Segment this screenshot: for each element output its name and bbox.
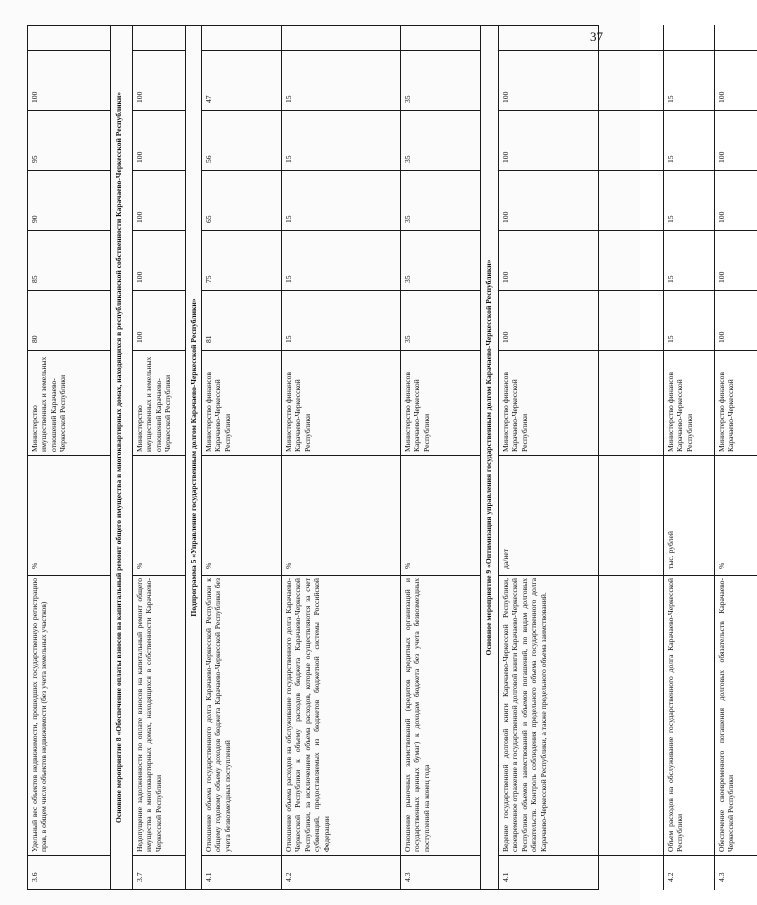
value-year-1: 15 xyxy=(284,335,293,343)
value-year-3: 100 xyxy=(717,211,726,223)
value-year-2: 35 xyxy=(403,275,412,283)
indicator-name: Ведение государственной долговой книги Карачаево-Черкесской Республики, своевременное отражение в государственной долговой книги Карачаево-Черкесской Республики объемов заимствований и объемов погашений, по видам долговых обязательств. Контроль соблюдения предельного объема государственного долга Карачаево-Черкесской Республики, а также предельного объема заимствований. xyxy=(501,578,548,852)
value-year-4: 15 xyxy=(284,155,293,163)
unit-of-measure: % xyxy=(403,562,412,569)
value-year-3: 35 xyxy=(403,215,412,223)
indicator-name: Отношение объема расходов на обслуживание государственного долга Карачаево-Черкесской Республики к объему расходов бюджета Карачаево-Черкесской Республики, за исключением объема расходов, которые осуществляются за счет субвенций, предоставляемых из бюджетов бюджетной системы Российской Федерации xyxy=(284,578,331,852)
value-year-5: 15 xyxy=(284,95,293,103)
value-year-3: 100 xyxy=(135,211,144,223)
responsible-executor: Министерство финансов Карачаево-Черкесской Республики xyxy=(284,372,312,452)
indicator-name: Недопущение задолженности по оплате взносов на капитальный ремонт общего имущества в многоквартирных домах, находящихся в собственности Карачаево-Черкесской Республики xyxy=(135,578,163,852)
unit-of-measure: % xyxy=(135,562,144,569)
row-number: 3.7 xyxy=(135,872,144,882)
value-year-4: 100 xyxy=(135,151,144,163)
table-cells xyxy=(27,25,736,890)
section-heading: Подпрограмма 5 «Управление государственным долгом Карачаево-Черкесской Республики» xyxy=(189,298,198,617)
responsible-executor: Министерство имущественных и земельных отношений Карачаево-Черкесской Республики xyxy=(135,356,173,452)
section-heading: Основное мероприятие 8 «Обеспечение оплаты взносов на капитальный ремонт общего имущества в многоквартирных домах, находящихся в республиканской собственности Карачаево-Черкесской Республики» xyxy=(114,91,123,824)
unit-of-measure: % xyxy=(284,562,293,569)
unit-of-measure: да/нет xyxy=(501,548,510,569)
row-number: 4.2 xyxy=(666,872,675,882)
value-year-1: 100 xyxy=(501,331,510,343)
value-year-3: 65 xyxy=(204,215,213,223)
value-year-5: 35 xyxy=(403,95,412,103)
responsible-executor: Министерство финансов Карачаево-Черкесской Республики xyxy=(501,372,529,452)
row-number: 3.6 xyxy=(30,872,39,882)
responsible-executor: Министерство финансов Карачаево-Черкесской Республики xyxy=(666,372,694,452)
value-year-5: 100 xyxy=(501,91,510,103)
indicator-name: Отношение объема государственного долга Карачаево-Черкесской Республики к общему годовому объему доходов бюджета Карачаево-Черкесской Республики без учета безвозмездных поступлений xyxy=(204,578,232,852)
value-year-4: 15 xyxy=(666,155,675,163)
value-year-3: 90 xyxy=(30,215,39,223)
page-number: 37 xyxy=(590,29,603,44)
unit-of-measure: % xyxy=(717,562,726,569)
value-year-2: 100 xyxy=(135,271,144,283)
value-year-5: 100 xyxy=(135,91,144,103)
rotated-indicators-table xyxy=(27,25,736,890)
indicator-name: Обеспечение своевременного погашения долговых обязательств Карачаево-Черкесской Республики xyxy=(717,578,736,852)
value-year-3: 100 xyxy=(501,211,510,223)
value-year-3: 15 xyxy=(284,215,293,223)
row-number: 4.3 xyxy=(403,872,412,882)
responsible-executor: Министерство имущественных и земельных отношений Карачаево-Черкесской Республики xyxy=(30,356,68,452)
value-year-2: 75 xyxy=(204,275,213,283)
value-year-2: 100 xyxy=(501,271,510,283)
value-year-4: 100 xyxy=(717,151,726,163)
section-heading: Основное мероприятие 9 «Оптимизация управления государственным долгом Карачаево-Черкесской Республики» xyxy=(484,259,493,656)
value-year-4: 100 xyxy=(501,151,510,163)
row-number: 4.1 xyxy=(204,872,213,882)
value-year-1: 81 xyxy=(204,335,213,343)
responsible-executor: Министерство финансов Карачаево-Черкесской Республики xyxy=(403,372,431,452)
value-year-4: 95 xyxy=(30,155,39,163)
row-number: 4.1 xyxy=(501,872,510,882)
row-number: 4.2 xyxy=(284,872,293,882)
unit-of-measure: % xyxy=(204,562,213,569)
value-year-5: 100 xyxy=(717,91,726,103)
value-year-3: 15 xyxy=(666,215,675,223)
value-year-1: 100 xyxy=(717,331,726,343)
responsible-executor: Министерство финансов Карачаево-Черкесской xyxy=(717,372,736,452)
indicator-name: Отношение рыночных заимствований (кредитов кредитных организаций и государственных ценных бумаг) к доходам бюджета без учета безвозмездных поступлений на конец года xyxy=(403,578,431,852)
value-year-1: 100 xyxy=(135,331,144,343)
indicator-name: Объем расходов на обслуживание государственного долга Карачаево-Черкесской Республики xyxy=(666,578,685,852)
value-year-5: 100 xyxy=(30,91,39,103)
responsible-executor: Министерство финансов Карачаево-Черкесской Республики xyxy=(204,372,232,452)
unit-of-measure: % xyxy=(30,562,39,569)
value-year-1: 15 xyxy=(666,335,675,343)
value-year-1: 35 xyxy=(403,335,412,343)
value-year-5: 15 xyxy=(666,95,675,103)
value-year-5: 47 xyxy=(204,95,213,103)
row-number: 4.3 xyxy=(717,872,726,882)
value-year-2: 100 xyxy=(717,271,726,283)
value-year-2: 15 xyxy=(284,275,293,283)
unit-of-measure: тыс. рублей xyxy=(666,531,675,569)
value-year-2: 85 xyxy=(30,275,39,283)
value-year-1: 80 xyxy=(30,335,39,343)
indicator-name: Удельный вес объектов недвижимости, прошедших государственную регистрацию прав, в общем числе объектов недвижимости (без учета земельных участков) xyxy=(30,578,49,852)
value-year-4: 56 xyxy=(204,155,213,163)
value-year-2: 15 xyxy=(666,275,675,283)
value-year-4: 35 xyxy=(403,155,412,163)
